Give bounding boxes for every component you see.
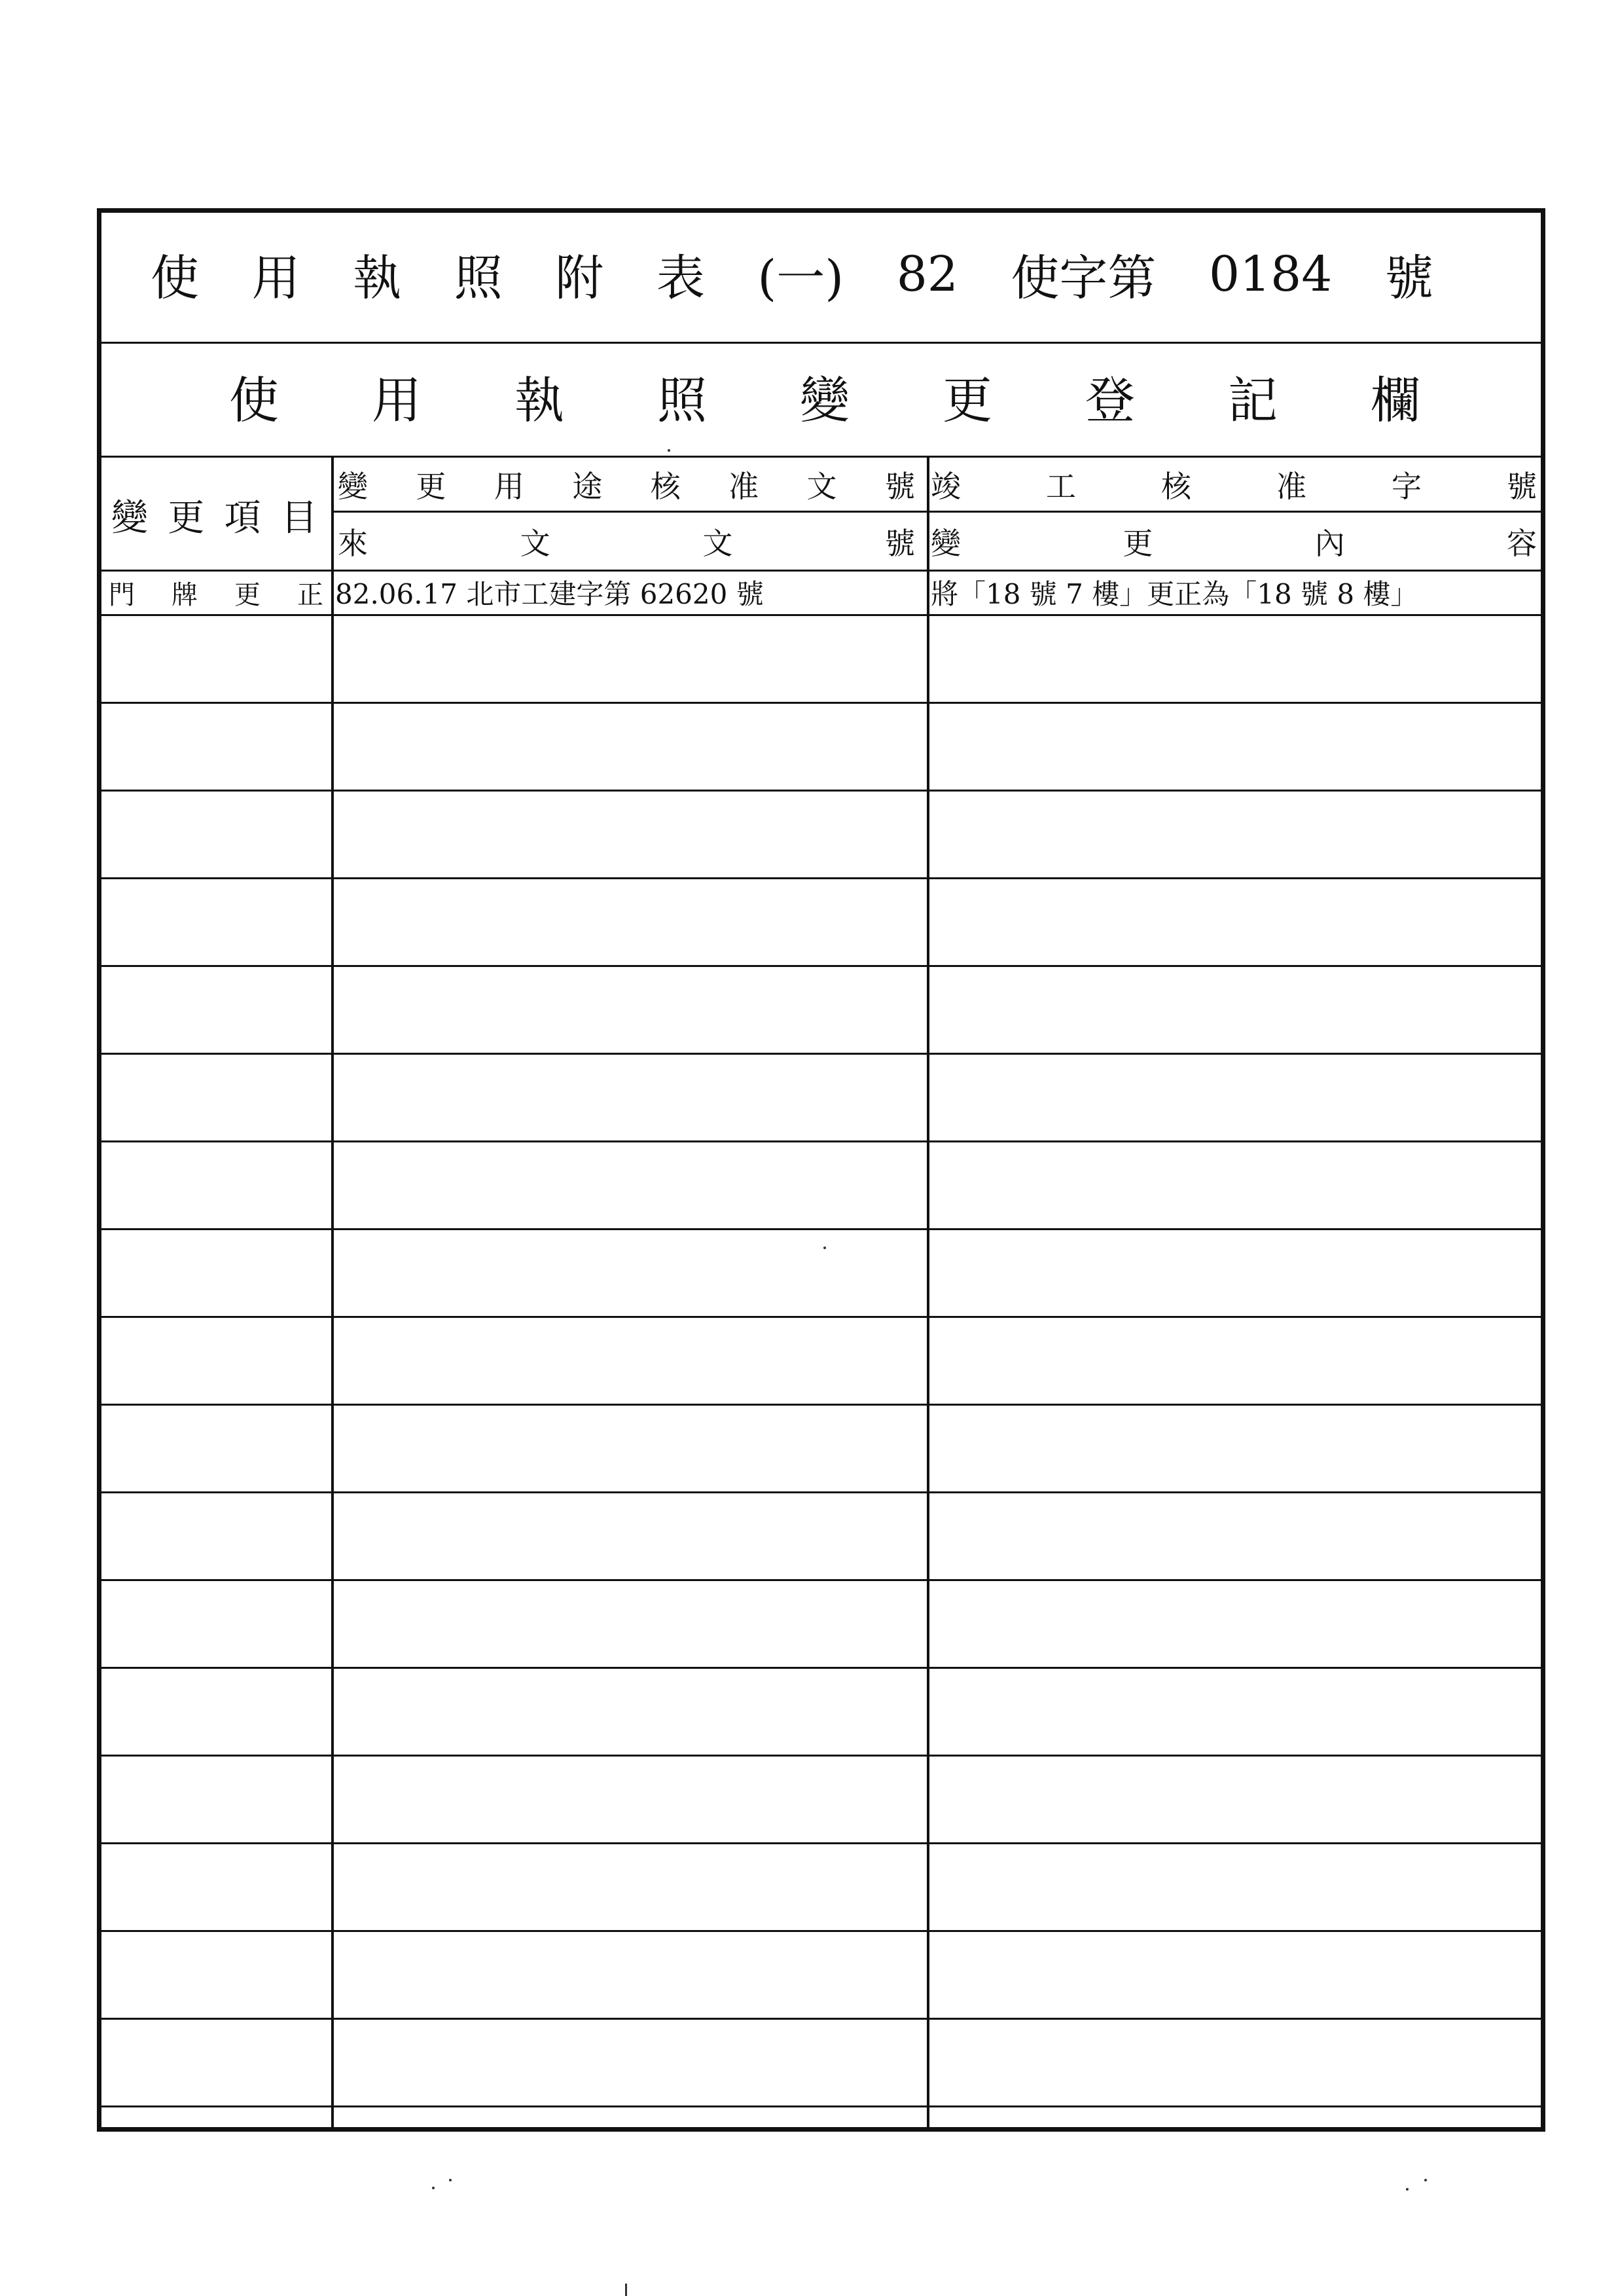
scan-speck — [668, 449, 670, 452]
row-item-char: 門 — [109, 579, 135, 610]
header-split-line — [331, 511, 1543, 513]
section-title-char: 照 — [657, 371, 707, 429]
row-line — [99, 1667, 1543, 1669]
section-title-char: 更 — [943, 371, 992, 429]
title-char: 號 — [1384, 250, 1433, 306]
row-line — [99, 1842, 1543, 1844]
header-char: 容 — [1506, 526, 1537, 561]
row-line — [99, 1579, 1543, 1581]
row-line — [99, 1930, 1543, 1932]
row-line — [99, 614, 1543, 616]
scan-speck — [432, 2187, 435, 2189]
incoming-doc-header — [338, 519, 915, 564]
column-divider-1 — [331, 456, 334, 2132]
item-header — [111, 488, 317, 543]
row-doc-number: 82.06.17 北市工建字第 62620 號 — [335, 578, 764, 610]
section-title-char: 登 — [1085, 371, 1135, 429]
header-char: 竣 — [931, 469, 961, 504]
header-char: 核 — [1161, 469, 1191, 504]
row-item-char: 正 — [297, 579, 323, 610]
header-char: 項 — [224, 497, 261, 539]
column-divider-2 — [927, 456, 929, 2132]
section-divider — [99, 456, 1543, 458]
row-line — [99, 1316, 1543, 1318]
approval-doc-header — [338, 462, 915, 507]
row-line — [99, 877, 1543, 879]
header-bottom-line — [99, 570, 1543, 572]
row-line — [99, 2105, 1543, 2107]
header-char: 號 — [884, 526, 915, 561]
title-char: 82 — [896, 246, 958, 302]
header-char: 用 — [494, 469, 524, 504]
header-char: 號 — [1507, 469, 1537, 504]
title-char: 表 — [656, 250, 705, 306]
section-title-char: 使 — [229, 371, 279, 429]
header-char: 變 — [338, 469, 368, 504]
header-char: 號 — [884, 469, 915, 504]
row-line — [99, 965, 1543, 967]
title-char: 執 — [353, 250, 402, 306]
completion-header — [931, 462, 1537, 507]
title-divider — [99, 342, 1543, 344]
row-line — [99, 1491, 1543, 1493]
scan-mark — [625, 2284, 627, 2296]
header-char: 准 — [1276, 469, 1306, 504]
header-char: 文 — [806, 469, 837, 504]
row-line — [99, 790, 1543, 792]
header-char: 變 — [931, 526, 961, 561]
header-char: 更 — [1123, 526, 1153, 561]
section-title-char: 用 — [372, 371, 422, 429]
title-char: 0184 — [1208, 246, 1333, 302]
section-title-char: 記 — [1228, 371, 1278, 429]
scan-speck — [1406, 2188, 1409, 2191]
scan-speck — [449, 2179, 452, 2181]
row-line — [99, 1228, 1543, 1230]
row-line — [99, 1140, 1543, 1142]
title-char: 照 — [454, 250, 503, 306]
form-title — [151, 238, 1433, 310]
row-line — [99, 1755, 1543, 1757]
scan-speck — [1424, 2179, 1427, 2181]
change-content-header — [931, 519, 1537, 564]
header-char: 准 — [728, 469, 759, 504]
section-title — [229, 360, 1420, 432]
header-char: 變 — [111, 497, 148, 539]
row-line — [99, 2018, 1543, 2020]
row-item-char: 牌 — [171, 579, 198, 610]
header-char: 核 — [650, 469, 681, 504]
section-title-char: 變 — [800, 371, 850, 429]
row-line — [99, 1053, 1543, 1055]
row-line — [99, 702, 1543, 704]
section-title-char: 欄 — [1371, 371, 1420, 429]
header-char: 更 — [416, 469, 446, 504]
title-char: 使字第 — [1011, 250, 1157, 306]
title-char: (一) — [757, 250, 844, 306]
row-item-char: 更 — [234, 579, 261, 610]
row-item — [109, 572, 323, 613]
title-char: 用 — [251, 250, 300, 306]
header-char: 更 — [168, 497, 205, 539]
header-char: 文 — [702, 526, 733, 561]
title-char: 使 — [151, 250, 199, 306]
header-char: 目 — [280, 497, 317, 539]
row-line — [99, 1404, 1543, 1406]
row-change-content: 將「18 號 7 樓」更正為「18 號 8 樓」 — [931, 578, 1418, 610]
section-title-char: 執 — [514, 371, 564, 429]
header-char: 文 — [520, 526, 550, 561]
header-char: 途 — [572, 469, 603, 504]
title-char: 附 — [555, 250, 604, 306]
header-char: 內 — [1314, 526, 1345, 561]
scan-speck — [823, 1247, 826, 1249]
header-char: 工 — [1046, 469, 1076, 504]
header-char: 來 — [338, 526, 368, 561]
header-char: 字 — [1392, 469, 1422, 504]
